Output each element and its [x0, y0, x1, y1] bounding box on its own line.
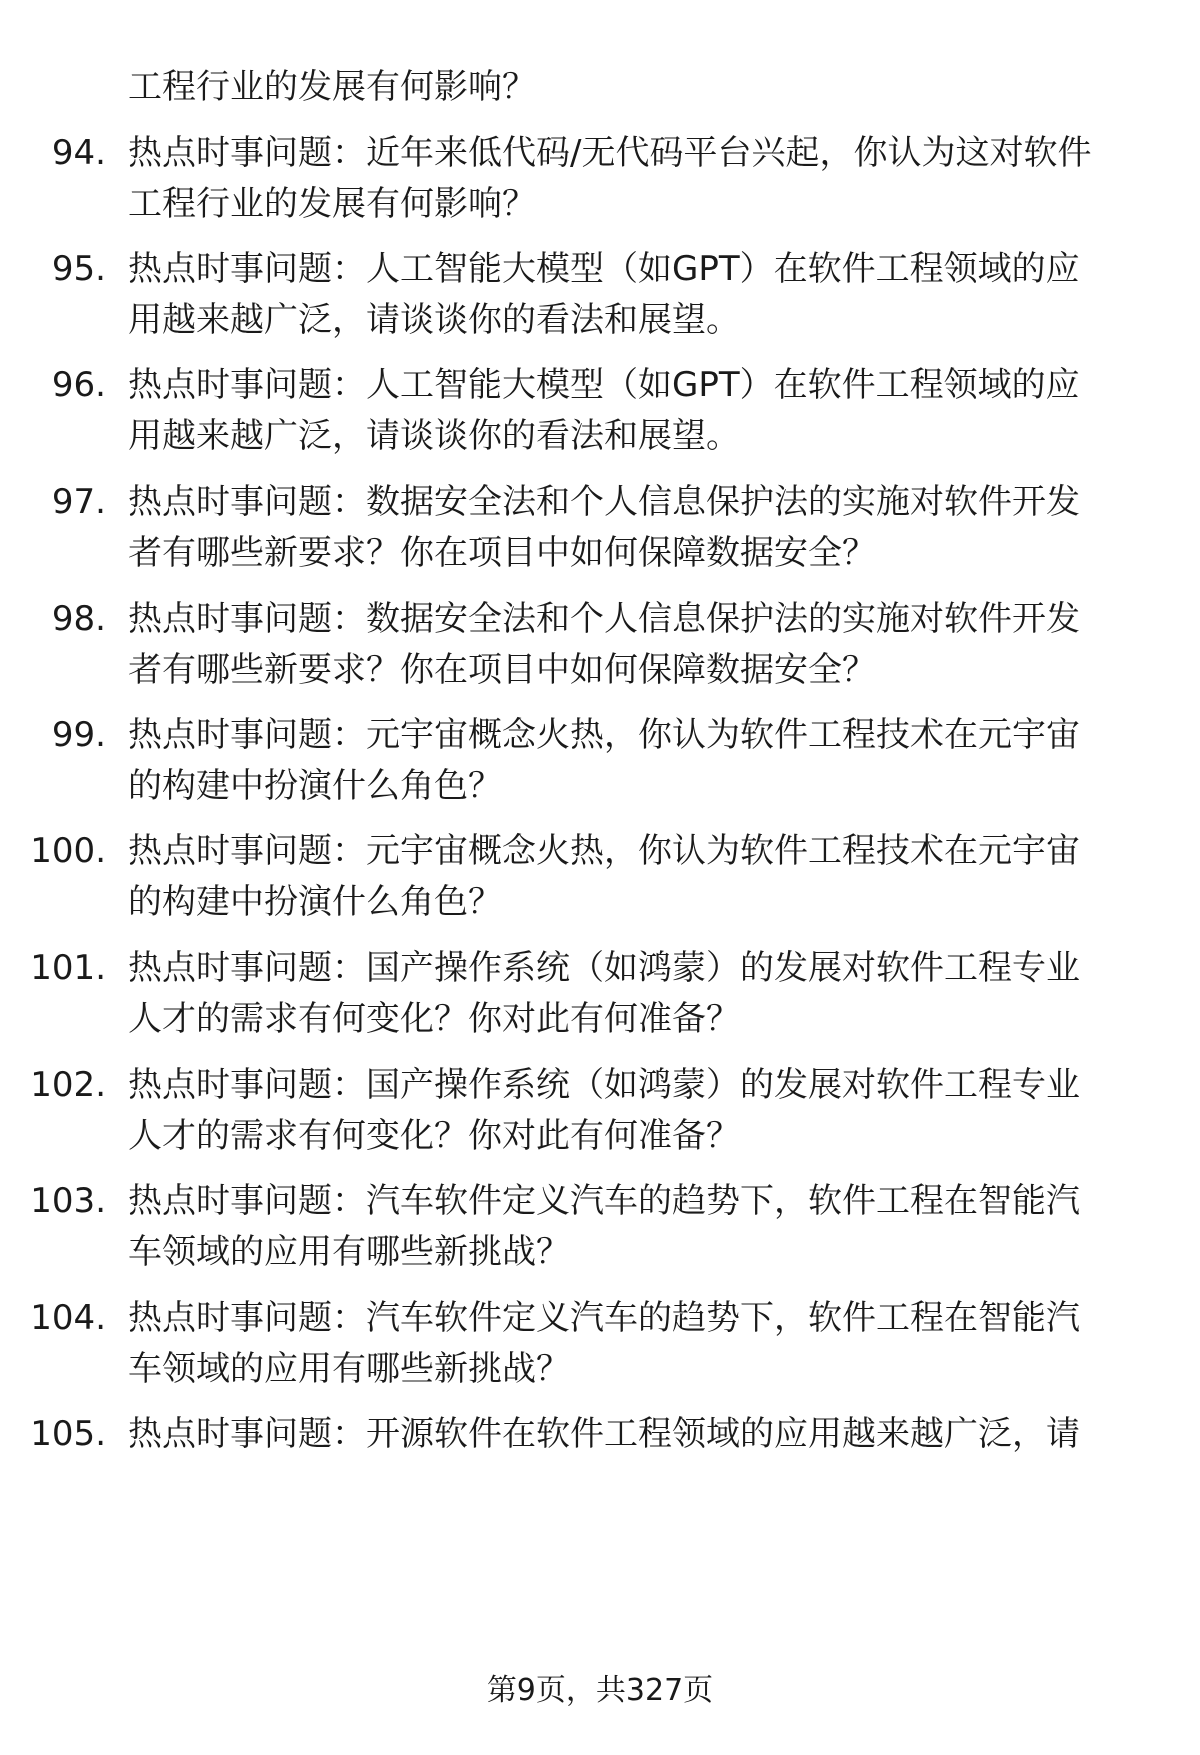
item-line: 用越来越广泛，请谈谈你的看法和展望。	[128, 416, 740, 456]
item-number: 94.	[51, 133, 106, 173]
item-text	[128, 1409, 1148, 1460]
item-line: 热点时事问题：汽车软件定义汽车的趋势下，软件工程在智能汽	[128, 1181, 1080, 1221]
item-line: 人才的需求有何变化？你对此有何准备？	[128, 999, 740, 1039]
item-line: 者有哪些新要求？你在项目中如何保障数据安全？	[128, 650, 876, 690]
item-text	[128, 1060, 1148, 1162]
item-line: 工程行业的发展有何影响？	[128, 67, 536, 107]
item-line: 的构建中扮演什么角色？	[128, 882, 502, 922]
item-text	[128, 826, 1148, 928]
item-text	[128, 1293, 1148, 1395]
item-line: 用越来越广泛，请谈谈你的看法和展望。	[128, 300, 740, 340]
item-line: 热点时事问题：元宇宙概念火热，你认为软件工程技术在元宇宙	[128, 831, 1080, 871]
item-text	[128, 594, 1148, 696]
item-text	[128, 943, 1148, 1045]
item-line: 热点时事问题：汽车软件定义汽车的趋势下，软件工程在智能汽	[128, 1298, 1080, 1338]
item-line: 热点时事问题：元宇宙概念火热，你认为软件工程技术在元宇宙	[128, 715, 1080, 755]
item-number: 97.	[51, 482, 106, 522]
item-line: 热点时事问题：国产操作系统（如鸿蒙）的发展对软件工程专业	[128, 948, 1080, 988]
item-line: 热点时事问题：数据安全法和个人信息保护法的实施对软件开发	[128, 599, 1080, 639]
item-text	[128, 710, 1148, 812]
item-line: 热点时事问题：人工智能大模型（如GPT）在软件工程领域的应	[128, 249, 1080, 289]
item-number: 99.	[51, 715, 106, 755]
item-number: 105.	[30, 1414, 106, 1454]
item-number: 101.	[30, 948, 106, 988]
item-text	[128, 360, 1148, 462]
item-line: 热点时事问题：开源软件在软件工程领域的应用越来越广泛，请	[128, 1414, 1080, 1454]
item-line: 者有哪些新要求？你在项目中如何保障数据安全？	[128, 533, 876, 573]
item-line: 人才的需求有何变化？你对此有何准备？	[128, 1116, 740, 1156]
item-number: 98.	[51, 599, 106, 639]
item-line: 热点时事问题：数据安全法和个人信息保护法的实施对软件开发	[128, 482, 1080, 522]
item-number: 100.	[30, 831, 106, 871]
item-line: 的构建中扮演什么角色？	[128, 766, 502, 806]
item-number: 102.	[30, 1065, 106, 1105]
item-text	[128, 128, 1148, 230]
item-line: 工程行业的发展有何影响？	[128, 184, 536, 224]
item-line: 热点时事问题：国产操作系统（如鸿蒙）的发展对软件工程专业	[128, 1065, 1080, 1105]
item-number: 104.	[30, 1298, 106, 1338]
item-text	[128, 244, 1148, 346]
item-number: 103.	[30, 1181, 106, 1221]
item-line: 热点时事问题：近年来低代码/无代码平台兴起，你认为这对软件	[128, 133, 1092, 173]
item-text	[128, 477, 1148, 579]
item-text	[128, 62, 1148, 113]
page-footer: 第9页，共327页	[486, 1673, 714, 1708]
item-text	[128, 1176, 1148, 1278]
item-line: 车领域的应用有哪些新挑战？	[128, 1232, 570, 1272]
item-number: 95.	[51, 249, 106, 289]
item-line: 热点时事问题：人工智能大模型（如GPT）在软件工程领域的应	[128, 365, 1080, 405]
item-number: 96.	[51, 365, 106, 405]
item-line: 车领域的应用有哪些新挑战？	[128, 1349, 570, 1389]
